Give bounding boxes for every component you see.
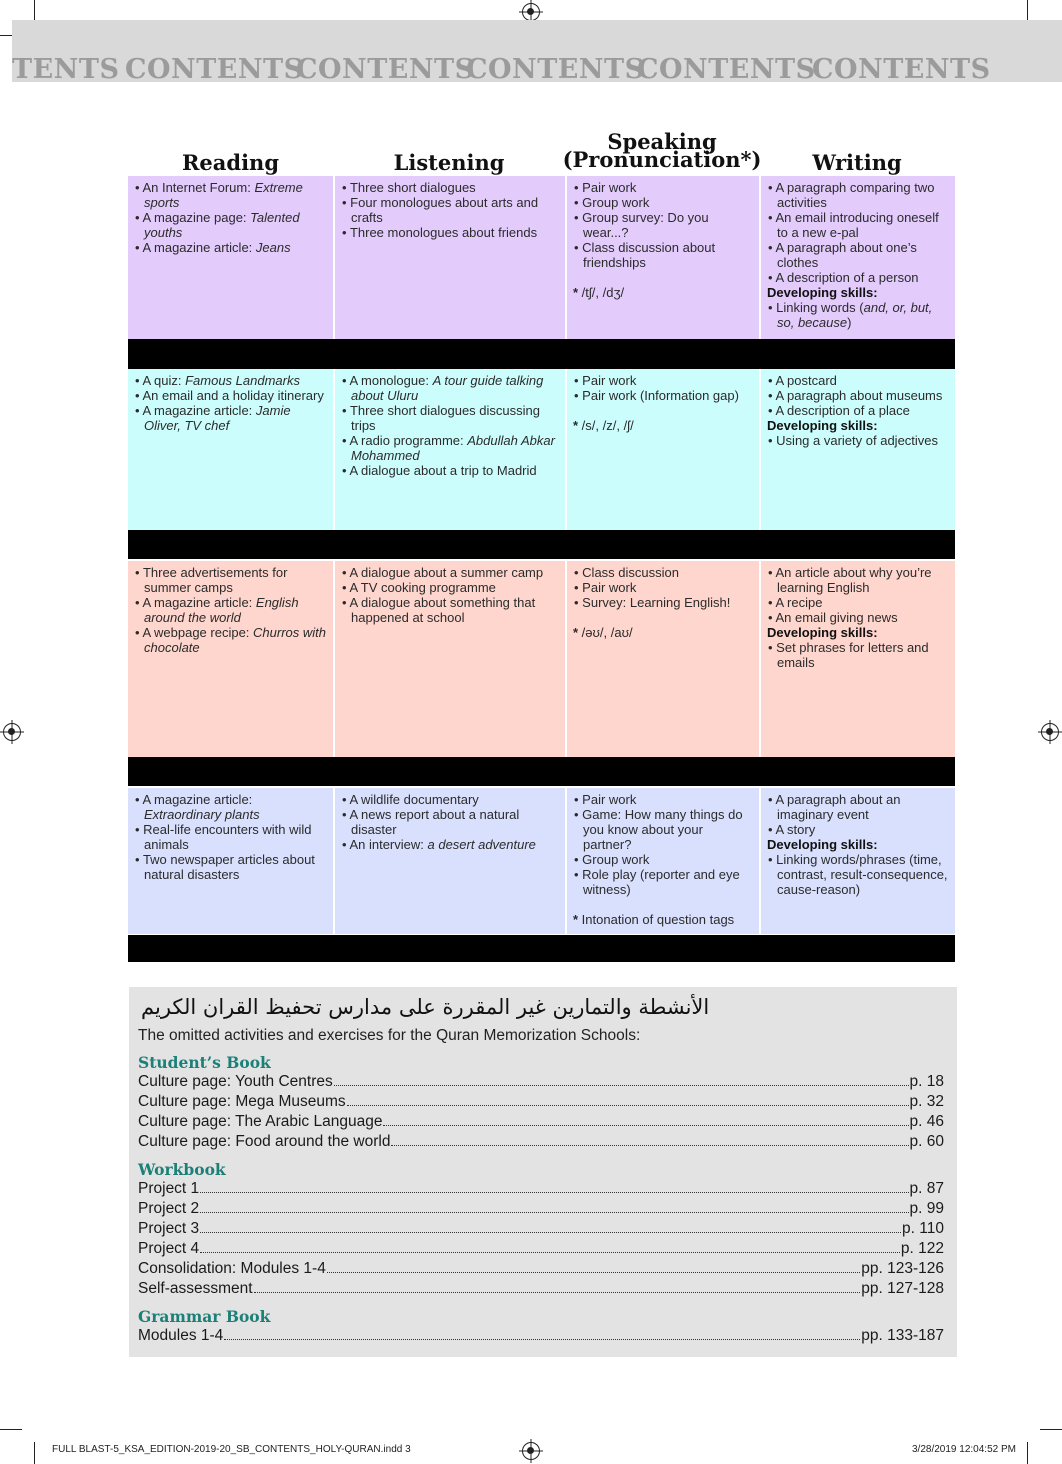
list-item: • Pair work	[573, 373, 754, 388]
leader-dots	[200, 1251, 900, 1253]
section-heading: Student’s Book	[138, 1053, 271, 1072]
developing-skills-label: Developing skills:	[767, 837, 878, 852]
toc-entry-label: Project 4	[138, 1240, 200, 1257]
toc-entry	[138, 1113, 944, 1133]
list-item: • An email introducing oneself to a new e-pal	[767, 210, 950, 240]
contents-banner	[12, 20, 1062, 82]
toc-entry-label: Project 2	[138, 1200, 200, 1217]
toc-entry-page: pp. 133-187	[861, 1327, 944, 1344]
leader-dots	[200, 1191, 908, 1193]
list-item: • A story	[767, 822, 950, 837]
developing-skills-label: Developing skills:	[767, 285, 878, 300]
list-item: • A paragraph about an imaginary event	[767, 792, 950, 822]
crop-mark	[1040, 1429, 1062, 1430]
banner-word: CONTENTS	[466, 54, 645, 82]
toc-entry-label: Consolidation: Modules 1-4	[138, 1260, 326, 1277]
list-item: • Three monologues about friends	[341, 225, 560, 240]
toc-entry-label: Culture page: Youth Centres	[138, 1073, 333, 1090]
list-item: • A magazine article: Jeans	[134, 240, 328, 255]
list-item: • A news report about a natural disaster	[341, 807, 560, 837]
cell-writing	[759, 369, 955, 530]
list-item: • A description of a place	[767, 403, 950, 418]
cell-writing	[759, 788, 955, 934]
toc-entry	[138, 1240, 944, 1260]
toc-entry	[138, 1133, 944, 1153]
column-heading-writing: Writing	[812, 150, 902, 175]
cell-listening	[333, 788, 565, 934]
toc-entry-label: Culture page: The Arabic Language	[138, 1113, 383, 1130]
registration-mark-icon	[3, 723, 21, 741]
cell-speaking	[565, 788, 759, 934]
list-item: • Role play (reporter and eye witness)	[573, 867, 754, 897]
list-item: • A monologue: A tour guide talking about Uluru	[341, 373, 560, 403]
footer-filename: FULL BLAST-5_KSA_EDITION-2019-20_SB_CONTENTS_HOLY-QURAN.indd 3	[52, 1444, 411, 1455]
toc-entry	[138, 1280, 944, 1300]
list-item: • An article about why you’re learning English	[767, 565, 950, 595]
banner-word: CONTENTS	[125, 54, 304, 82]
list-item: • Game: How many things do you know about your partner?	[573, 807, 754, 852]
toc-entry-label: Project 3	[138, 1220, 200, 1237]
list-item: • An email and a holiday itinerary	[134, 388, 328, 403]
column-heading-reading: Reading	[181, 150, 280, 175]
registration-mark-icon	[1041, 723, 1059, 741]
list-item: • A description of a person	[767, 270, 950, 285]
crop-mark	[1027, 1442, 1028, 1464]
crop-mark	[34, 0, 35, 22]
pronunciation: * /tʃ/, /dʒ/	[573, 285, 754, 300]
list-item: • A webpage recipe: Churros with chocolate	[134, 625, 328, 655]
toc-entry-page: p. 87	[909, 1180, 944, 1197]
banner-word: CONTENTS	[296, 54, 475, 82]
list-item: • A TV cooking programme	[341, 580, 560, 595]
toc-entry-label: Culture page: Mega Museums	[138, 1093, 346, 1110]
list-item: • A quiz: Famous Landmarks	[134, 373, 328, 388]
module-divider-bar	[128, 757, 955, 786]
leader-dots	[334, 1084, 909, 1086]
list-item: • Two newspaper articles about natural disasters	[134, 852, 328, 882]
toc-entry-page: p. 110	[902, 1220, 944, 1237]
list-item: • Pair work	[573, 792, 754, 807]
cell-listening	[333, 176, 565, 339]
leader-dots	[347, 1104, 909, 1106]
leader-dots	[254, 1291, 861, 1293]
arabic-title: الأنشطة والتمارين غير المقررة على مدارس تحفيظ القران الكريم	[141, 995, 710, 1019]
list-item: • A paragraph about one’s clothes	[767, 240, 950, 270]
toc-entry-label: Modules 1-4	[138, 1327, 224, 1344]
toc-entry-page: p. 32	[909, 1093, 944, 1110]
list-item: • A recipe	[767, 595, 950, 610]
banner-word: CONTENTS	[637, 54, 816, 82]
list-item: • A magazine article: Extraordinary plants	[134, 792, 328, 822]
list-item: • A radio programme: Abdullah Abkar Mohammed	[341, 433, 560, 463]
list-item: • Three short dialogues	[341, 180, 560, 195]
list-item: • An interview: a desert adventure	[341, 837, 560, 852]
list-item: • Linking words (and, or, but, so, because)	[767, 300, 950, 330]
section-heading: Workbook	[138, 1160, 226, 1179]
leader-dots	[200, 1231, 901, 1233]
banner-word: CONTENTS	[812, 54, 991, 82]
list-item: • Three short dialogues discussing trips	[341, 403, 560, 433]
registration-mark-icon	[522, 3, 540, 21]
list-item: • Pair work	[573, 580, 754, 595]
module-divider-bar	[128, 339, 955, 369]
toc-entry	[138, 1180, 944, 1200]
cell-writing	[759, 176, 955, 339]
toc-entry-page: pp. 127-128	[861, 1280, 944, 1297]
toc-entry	[138, 1220, 944, 1240]
module-row	[128, 369, 955, 530]
leader-dots	[327, 1271, 860, 1273]
toc-entry-page: p. 122	[900, 1240, 944, 1257]
cell-reading	[128, 369, 333, 530]
list-item: • A magazine page: Talented youths	[134, 210, 328, 240]
toc-entry	[138, 1260, 944, 1280]
leader-dots	[383, 1124, 908, 1126]
list-item: • Pair work	[573, 180, 754, 195]
list-item: • Group work	[573, 195, 754, 210]
list-item: • Using a variety of adjectives	[767, 433, 950, 448]
toc-entry-page: p. 60	[909, 1133, 944, 1150]
list-item: • A magazine article: English around the world	[134, 595, 328, 625]
toc-entry	[138, 1093, 944, 1113]
list-item: • A magazine article: Jamie Oliver, TV chef	[134, 403, 328, 433]
leader-dots	[224, 1338, 860, 1340]
list-item: • Group survey: Do you wear...?	[573, 210, 754, 240]
toc-entry-label: Self-assessment	[138, 1280, 253, 1297]
module-divider-bar	[128, 935, 955, 962]
column-heading-speaking: Speaking (Pronunciation*)	[562, 129, 762, 172]
toc-entry-page: p. 46	[909, 1113, 944, 1130]
crop-mark	[34, 1442, 35, 1464]
developing-skills-label: Developing skills:	[767, 625, 878, 640]
toc-entry-page: p. 99	[909, 1200, 944, 1217]
module-row	[128, 561, 955, 757]
banner-word: TENTS	[12, 54, 120, 82]
list-item: • An email giving news	[767, 610, 950, 625]
cell-speaking	[565, 369, 759, 530]
list-item: • A dialogue about a trip to Madrid	[341, 463, 560, 478]
list-item: • An Internet Forum: Extreme sports	[134, 180, 328, 210]
omitted-intro: The omitted activities and exercises for the Quran Memorization Schools:	[138, 1027, 641, 1044]
cell-speaking	[565, 561, 759, 757]
column-heading-listening: Listening	[393, 150, 505, 175]
list-item: • Set phrases for letters and emails	[767, 640, 950, 670]
list-item: • A dialogue about a summer camp	[341, 565, 560, 580]
cell-reading	[128, 561, 333, 757]
toc-entry-page: p. 18	[909, 1073, 944, 1090]
list-item: • A dialogue about something that happened at school	[341, 595, 560, 625]
cell-listening	[333, 561, 565, 757]
leader-dots	[200, 1211, 908, 1213]
list-item: • Real-life encounters with wild animals	[134, 822, 328, 852]
registration-mark-icon	[522, 1442, 540, 1460]
list-item: • Group work	[573, 852, 754, 867]
list-item: • Pair work (Information gap)	[573, 388, 754, 403]
list-item: • A paragraph comparing two activities	[767, 180, 950, 210]
list-item: • Survey: Learning English!	[573, 595, 754, 610]
cell-writing	[759, 561, 955, 757]
cell-speaking	[565, 176, 759, 339]
list-item: • Three advertisements for summer camps	[134, 565, 328, 595]
toc-entry-label: Project 1	[138, 1180, 200, 1197]
toc-entry	[138, 1073, 944, 1093]
cell-reading	[128, 788, 333, 934]
list-item: • Class discussion about friendships	[573, 240, 754, 270]
crop-mark	[0, 1429, 22, 1430]
list-item: • Four monologues about arts and crafts	[341, 195, 560, 225]
list-item: • A wildlife documentary	[341, 792, 560, 807]
developing-skills-label: Developing skills:	[767, 418, 878, 433]
list-item: • A paragraph about museums	[767, 388, 950, 403]
omitted-activities-panel	[129, 987, 957, 1357]
pronunciation: * Intonation of question tags	[573, 912, 754, 927]
module-row	[128, 176, 955, 339]
leader-dots	[391, 1144, 908, 1146]
list-item: • Class discussion	[573, 565, 754, 580]
toc-entry-label: Culture page: Food around the world	[138, 1133, 391, 1150]
toc-entry	[138, 1200, 944, 1220]
cell-reading	[128, 176, 333, 339]
toc-entry	[138, 1327, 944, 1347]
pronunciation: * /s/, /z/, /ʃ/	[573, 418, 754, 433]
crop-mark	[1027, 0, 1028, 22]
list-item: • Linking words/phrases (time, contrast, result-consequence, cause-reason)	[767, 852, 950, 897]
toc-entry-page: pp. 123-126	[861, 1260, 944, 1277]
module-divider-bar	[128, 530, 955, 559]
section-heading: Grammar Book	[138, 1307, 271, 1326]
cell-listening	[333, 369, 565, 530]
module-row	[128, 788, 955, 934]
footer-date: 3/28/2019 12:04:52 PM	[912, 1444, 1016, 1455]
pronunciation: * /əʊ/, /aʊ/	[573, 625, 754, 640]
list-item: • A postcard	[767, 373, 950, 388]
